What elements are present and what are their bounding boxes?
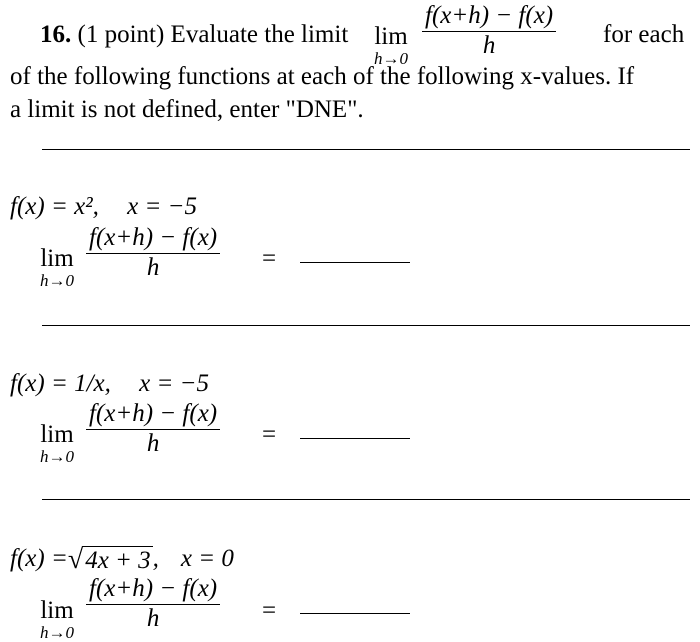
square-root: √ 4x + 3 <box>67 544 151 575</box>
sqrt-icon: √ <box>67 544 84 575</box>
header-limit: lim h→0 <box>374 23 408 68</box>
divider-1 <box>42 149 690 150</box>
problem-points: (1 point) <box>77 21 165 48</box>
part-3-answer-blank[interactable] <box>300 613 410 614</box>
part-2-fraction: $\frac{f(x+h) - f(x)}{h}$ <box>86 400 220 458</box>
problem-number: 16. <box>40 21 72 48</box>
part-1-fraction: $\frac{f(x+h) - f(x)}{h}$ <box>86 224 220 282</box>
part-1-limit: lim h→0 <box>40 245 74 290</box>
problem-header <box>40 20 348 50</box>
part-3-equals: = <box>262 597 277 624</box>
part-1-equals: = <box>262 245 277 272</box>
part-1-function: f(x) = x², x = −5 <box>10 193 197 220</box>
divider-3 <box>42 499 690 500</box>
problem-line-3: a limit is not defined, enter "DNE". <box>10 96 364 123</box>
fraction-denominator: h <box>482 32 496 59</box>
part-3-fraction: $\frac{f(x+h) - f(x)}{h}$ <box>86 575 220 633</box>
part-2-equals: = <box>262 421 277 448</box>
part-2-limit: lim h→0 <box>40 421 74 466</box>
problem-intro-tail: for each <box>603 21 685 48</box>
fraction-numerator: f(x+h) − f(x) <box>422 2 556 32</box>
part-3-function: f(x) = √ 4x + 3 , x = 0 <box>10 544 234 575</box>
part-2-function: f(x) = 1/x, x = −5 <box>10 370 209 397</box>
part-2-answer-blank[interactable] <box>300 438 410 439</box>
part-3-limit: lim h→0 <box>40 597 74 642</box>
divider-2 <box>42 325 690 326</box>
problem-intro: Evaluate the limit <box>170 21 349 48</box>
header-fraction <box>422 2 556 60</box>
problem-line-2: of the following functions at each of the following x-values. If <box>10 63 635 90</box>
part-1-answer-blank[interactable] <box>300 262 410 263</box>
